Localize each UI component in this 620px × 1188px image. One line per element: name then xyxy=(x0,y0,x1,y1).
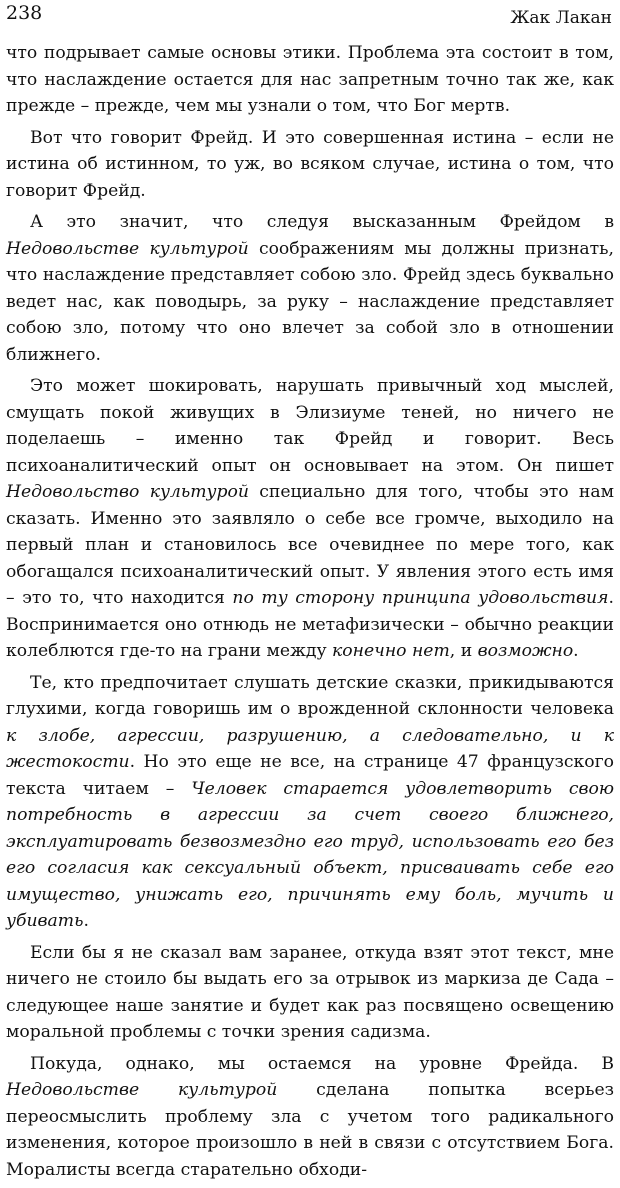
italic-text: Недовольстве культурой xyxy=(6,1080,278,1100)
paragraph xyxy=(6,373,614,665)
paragraph xyxy=(6,125,614,205)
paragraph xyxy=(6,1051,614,1184)
paragraph xyxy=(6,670,614,935)
italic-text: конечно нет xyxy=(332,641,450,661)
page-header xyxy=(0,2,620,34)
text-run: , и xyxy=(449,641,478,661)
text-run: Те, кто предпочитает слушать детские сказки, прикидываются глухими, когда говоришь им о врожденной склонности человека xyxy=(6,672,614,719)
running-title: Жак Лакан xyxy=(510,8,612,28)
italic-text: Человек старается удовлетворить свою потребность в агрессии за счет своего ближнего, эксплуатировать безвозмездно его труд, использовать его без его согласия как сексуальный объект, присваивать себе его имущество, унижать его, причинять ему боль, мучить и убивать xyxy=(6,778,614,931)
text-run: Если бы я не сказал вам заранее, откуда взят этот текст, мне ничего не стоило бы выдать его за отрывок из маркиза де Сада – следующее наше занятие и будет как раз посвящено освещению моральной проблемы с точки зрения садизма. xyxy=(6,942,614,1042)
text-run: Покуда, однако, мы остаемся на уровне Фрейда. В xyxy=(30,1053,614,1074)
text-run: что подрывает самые основы этики. Проблема эта состоит в том, что наслаждение остается для нас запретным точно так же, как прежде – прежде, чем мы узнали о том, что Бог мертв. xyxy=(6,43,614,116)
paragraph xyxy=(6,40,614,120)
italic-text: к злобе, агрессии, разрушению, а следовательно, и к жестокости xyxy=(6,725,614,772)
text-run: . xyxy=(83,911,89,931)
paragraph xyxy=(6,209,614,368)
text-run: . Воспринимается оно отнюдь не метафизически – обычно реакции колеблются где-то на грани между xyxy=(6,588,614,661)
italic-text: по ту сторону принципа удовольствия xyxy=(232,588,609,608)
text-run: А это значит, что следуя высказанным Фрейдом в xyxy=(30,212,614,232)
text-run: . xyxy=(573,641,579,661)
text-run: специально для того, чтобы это нам сказать. Именно это заявляло о себе все громче, выходило на первый план и становилось все очевиднее по мере того, как обогащался психоаналитический опыт. У явления этого есть имя – это то, что находится xyxy=(6,482,615,608)
italic-text: Недовольстве культурой xyxy=(6,238,249,259)
page-number: 238 xyxy=(6,2,43,24)
italic-text: Недовольство культурой xyxy=(6,482,249,502)
italic-text: возможно xyxy=(477,641,574,661)
text-run: соображениям мы должны признать, что наслаждение представляет собою зло. Фрейд здесь буквально ведет нас, как поводырь, за руку – наслаждение представляет собою зло, потому что оно влечет за собой зло в отношении ближнего. xyxy=(6,238,615,365)
text-run: Это может шокировать, нарушать привычный ход мыслей, смущать покой живущих в Элизиуме теней, но ничего не поделаешь – именно так Фрейд и говорит. Весь психоаналитический опыт он основывает на этом. Он пишет xyxy=(6,376,614,476)
text-run: Вот что говорит Фрейд. И это совершенная истина – если не истина об истинном, то уж, во всяком случае, истина о том, что говорит Фрейд. xyxy=(6,127,614,201)
text-run: . Но это еще не все, на странице 47 французского текста читаем – xyxy=(6,752,614,799)
body-text xyxy=(6,40,614,1188)
paragraph xyxy=(6,940,614,1046)
text-run: сделана попытка всерьез переосмыслить проблему зла с учетом того радикального изменения, которое произошло в ней в связи с отсутствием Бога. Моралисты всегда старательно обходи- xyxy=(6,1080,614,1180)
